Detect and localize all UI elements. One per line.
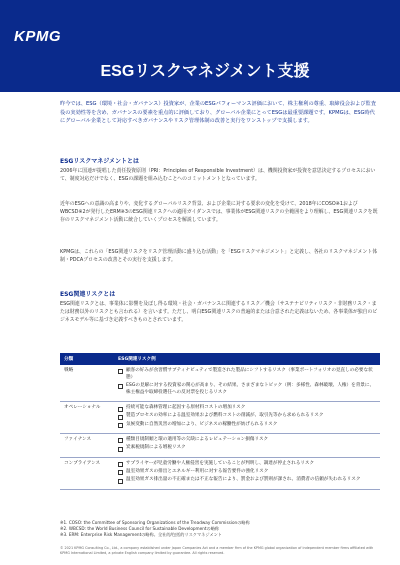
checkbox-bullet-icon xyxy=(118,447,123,452)
section2-paragraph-1: ESG関連リスクとは、事業体に影響を及ぼし得る環境・社会・ガバナンスに関連するリスク／機会（サステナビリティリスク・非財務リスク・または財務以外のリスクとも言われる）を言います。ただし、明白ESG関連リスクの普遍的または合意された定義はないため、各事業体が独自のビジネスモデル等に基づき定義すべきものとされています。 xyxy=(60,301,378,324)
footnote: ※1. COSO: the Committee of Sponsoring Organizations of the Treadway Commissionの略称 xyxy=(60,520,250,525)
row-category: オペレーショナル xyxy=(60,402,114,434)
risk-item: 温室効果ガスの排出とエネルギー利用に対する報告要件の強化リスク xyxy=(118,469,376,476)
footnote: ※3. ERM: Enterprise Risk Managementの略称。全社的/包括的リスクマネジメント xyxy=(60,532,222,537)
risk-item: ESGの見解に対する投資家の関心が高まり、その結果、さまざまなトピック（例：多様性、森林破壊、人権）を背景に、株主権益や取締役選任への反対票を投じるリスク xyxy=(118,383,376,397)
risk-item: 種類目規制順と環の適用等の欠缺によるレピュテーション損傷リスク xyxy=(118,437,376,444)
row-category: 戦略 xyxy=(60,365,114,402)
kpmg-logo: KPMG xyxy=(14,28,61,45)
checkbox-bullet-icon xyxy=(118,479,123,484)
footnotes xyxy=(60,520,380,538)
lead-paragraph: 昨今では、ESG（環境・社会・ガバナンス）投資家が、企業のESGパフォーマンス評価において、株主権利の尊重、取締役会および監査役の実効性等を含め、ガバナンスの要素を重点的に評価しており、グローバル企業にとってESGは最重要課題です。KPMGは、ESG時代にグローバル企業として対応すべきガバナンスやリスク管理体制の改善と実行をワンストップで支援します。 xyxy=(60,101,376,125)
footnote: ※2. WBCSD: the World Business Council for Sustainable Developmentの略称 xyxy=(60,526,220,531)
row-category: コンプライアンス xyxy=(60,457,114,489)
table-row xyxy=(60,434,380,458)
risk-item: 顧客の好みが食習慣サブティナビュティで製造された製品にシフトするリスク（事業ポートフォリオの見直しの必要な状態） xyxy=(118,368,376,382)
risk-item: サプライヤーが児童労働や人権侵害を実施していることが判明し、調達が停止されるリスク xyxy=(118,461,376,468)
table-row xyxy=(60,402,380,434)
section-title-esg-risk-management: ESGリスクマネジメントとは xyxy=(60,158,140,165)
checkbox-bullet-icon xyxy=(118,384,123,389)
risk-item: 持続可能な森林管理に起因する原材料コストの増加リスク xyxy=(118,405,376,412)
checkbox-bullet-icon xyxy=(118,407,123,412)
row-items xyxy=(114,402,380,434)
section1-paragraph-3: KPMGは、これらの「ESG関連リスクをリスク管理活動に盛り込む活動」を「ESGリスクマネジメント」と定義し、各社のリスクマネジメント体制・PDCAプロセスの改善とその実行を支援します。 xyxy=(60,249,378,264)
checkbox-bullet-icon xyxy=(118,470,123,475)
table-header-row xyxy=(60,353,380,365)
section1-paragraph-2: 近年のESGへの意識の高まりや、変化するグローバルリスク背景、および企業に対する要求の変化を受けて、2018年にCOSO※1およびWBCSD※2が発行したERM※3のESG関連リスクへの適用ガイダンスでは、事業体がESG関連リスクの全範囲をより理解し、ESG関連リスクを既存のリスクマネジメント活動に統合していくプロセスを解説しています。 xyxy=(60,201,378,224)
table-row xyxy=(60,365,380,402)
checkbox-bullet-icon xyxy=(118,423,123,428)
risk-item: 製造プロセスの効率による温室効果および燃料コストの削減が、取引先等から求められるリスク xyxy=(118,413,376,420)
checkbox-bullet-icon xyxy=(118,462,123,467)
esg-risk-table xyxy=(60,353,380,490)
risk-item: 温室効果ガス排出量の不正確または不正な報告により、罰金および罰則が課され、消費者の信頼が失われるリスク xyxy=(118,477,376,484)
column-header-risk-examples: ESG関連リスク例 xyxy=(114,353,380,365)
page-title: ESGリスクマネジメント支援 xyxy=(100,63,310,80)
section-title-esg-related-risk: ESG関連リスクとは xyxy=(60,291,116,298)
copyright-footer: © 2021 KPMG Consulting Co., Ltd., a company established under Japan Companies Act and a member firm of the KPMG global organization of independent member firms affiliated with KPMG International Limited, a private English company limited by guarantee. All rights reserved. xyxy=(60,546,374,555)
risk-item: 炭素税規制による増税リスク xyxy=(118,445,376,452)
checkbox-bullet-icon xyxy=(118,415,123,420)
row-items xyxy=(114,434,380,458)
checkbox-bullet-icon xyxy=(118,438,123,443)
row-category: ファイナンス xyxy=(60,434,114,458)
header-banner xyxy=(0,0,400,92)
checkbox-bullet-icon xyxy=(118,369,123,374)
row-items xyxy=(114,457,380,489)
risk-item: 気候変動に自然災害の増加により、ビジネスの稼働性が妨げられるリスク xyxy=(118,422,376,429)
row-items xyxy=(114,365,380,402)
table-row xyxy=(60,457,380,489)
column-header-category: 分類 xyxy=(60,353,114,365)
section1-paragraph-1: 2006年に国連が提唱した責任投資原則（PRI：Principles of Responsible Investment）は、機関投資家が投資を意思決定するプロセスにおいて、制度対応だけでなく、ESGの課題を組み込むことへのコミットメントとなっています。 xyxy=(60,168,376,183)
